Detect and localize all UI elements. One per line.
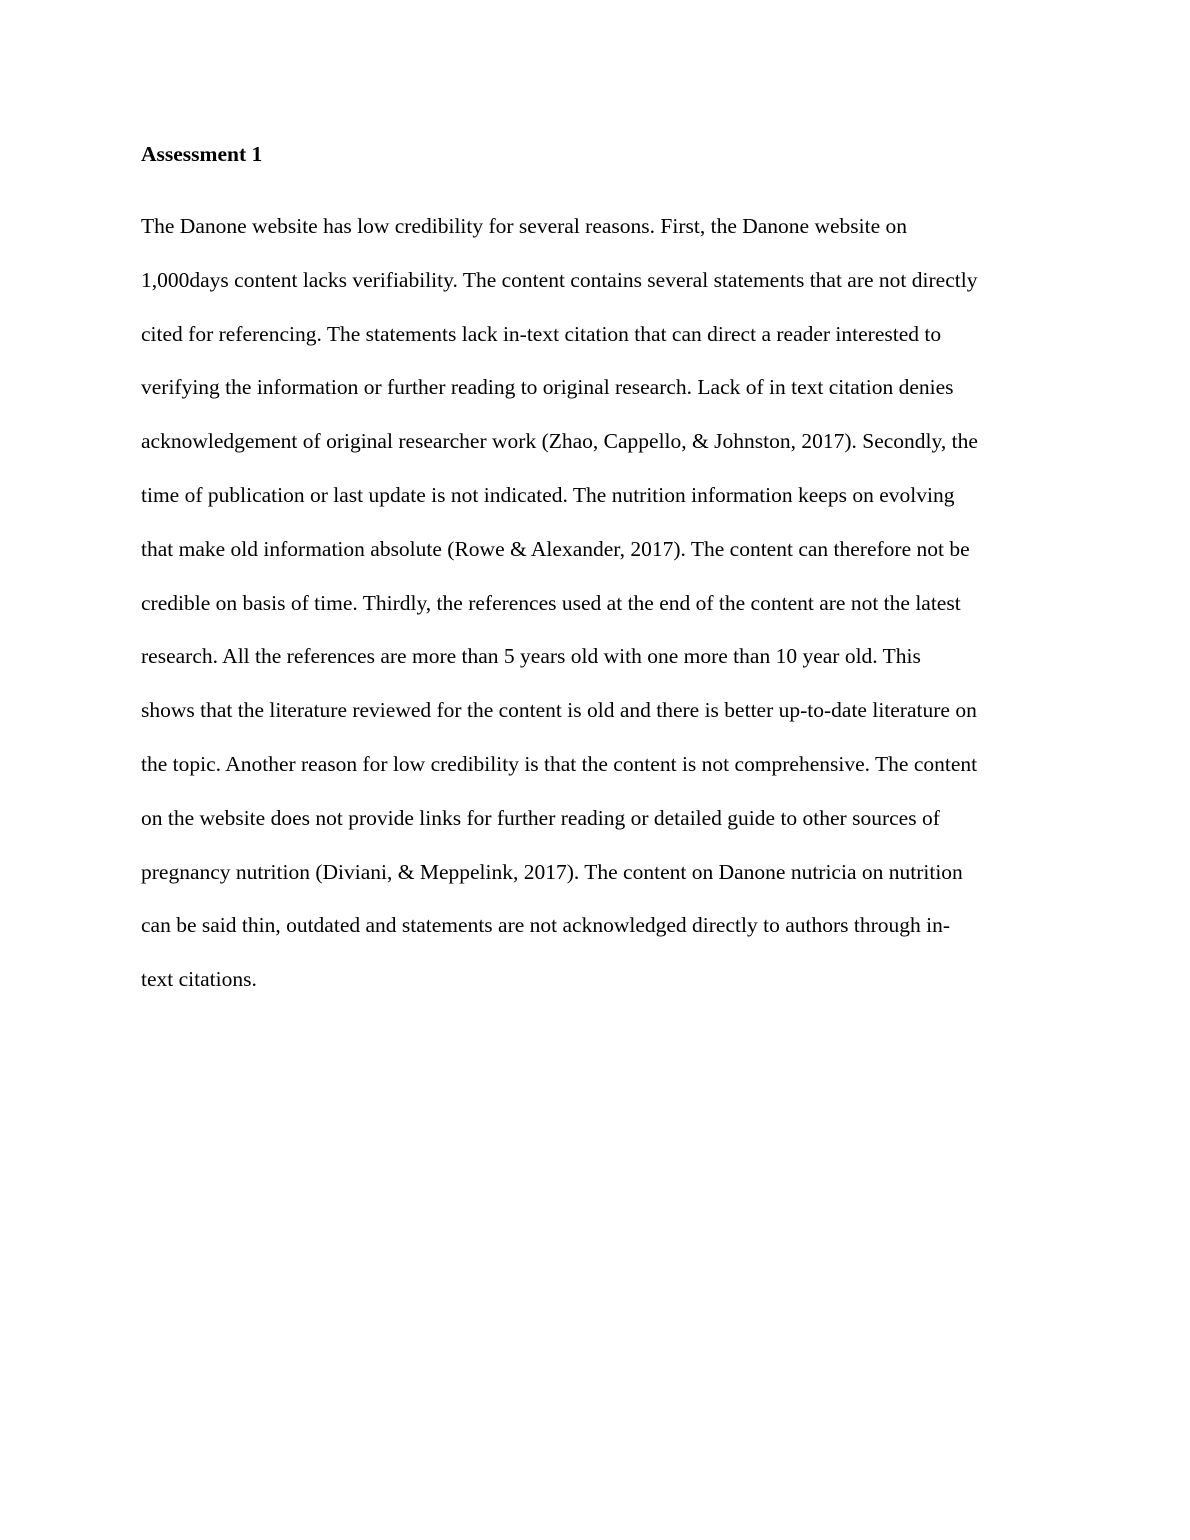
paragraph-line: that make old information absolute (Rowe & Alexander, 2017). The content can therefore not be bbox=[141, 536, 970, 561]
body-paragraph bbox=[141, 212, 1061, 1019]
paragraph-line: acknowledgement of original researcher work (Zhao, Cappello, & Johnston, 2017). Secondly, the bbox=[141, 429, 978, 454]
paragraph-line: research. All the references are more than 5 years old with one more than 10 year old. This bbox=[141, 644, 921, 669]
paragraph-line: shows that the literature reviewed for the content is old and there is better up-to-date literature on bbox=[141, 698, 977, 723]
paragraph-line: the topic. Another reason for low credibility is that the content is not comprehensive. The content bbox=[141, 751, 978, 776]
paragraph-line: on the website does not provide links for further reading or detailed guide to other sources of bbox=[141, 805, 940, 830]
paragraph-line: verifying the information or further reading to original research. Lack of in text citation denies bbox=[141, 375, 954, 400]
paragraph-line: pregnancy nutrition (Diviani, & Meppelink, 2017). The content on Danone nutricia on nutrition bbox=[141, 859, 963, 884]
paragraph-line: 1,000days content lacks verifiability. The content contains several statements that are not directly bbox=[141, 267, 978, 292]
paragraph-line: credible on basis of time. Thirdly, the references used at the end of the content are not the latest bbox=[141, 590, 961, 615]
paragraph-line: text citations. bbox=[141, 967, 257, 992]
paragraph-line: can be said thin, outdated and statements are not acknowledged directly to authors through in- bbox=[141, 913, 951, 938]
document-heading: Assessment 1 bbox=[141, 142, 263, 166]
paragraph-line: time of publication or last update is not indicated. The nutrition information keeps on evolving bbox=[141, 482, 955, 507]
paragraph-line: cited for referencing. The statements lack in-text citation that can direct a reader interested to bbox=[141, 321, 942, 346]
paragraph-line: The Danone website has low credibility for several reasons. First, the Danone website on bbox=[141, 214, 908, 238]
